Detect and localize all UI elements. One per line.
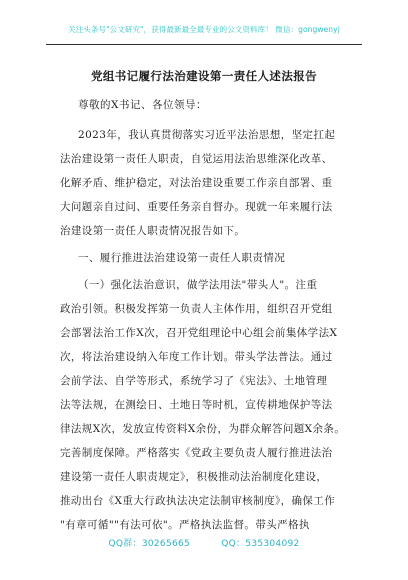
body-line: 法等法规，在测绘日、土地日等时机，宣传耕地保护等法	[60, 399, 333, 411]
salutation: 尊敬的X书记、各位领导：	[78, 99, 207, 111]
body-line: 推动出台《X重大行政执法决定法制审核制度》，确保工作	[60, 495, 336, 507]
footer-contacts	[0, 536, 408, 549]
body-line: 次，将法治建设纳入年度工作计划。带头学法普法。通过	[60, 351, 333, 363]
body-line: 治建设第一责任人职责情况报告如下。	[60, 225, 246, 237]
body-line: 会部署法治工作X次，召开党组理论中心组会前集体学法X	[60, 327, 338, 339]
header-banner: 关注头条号"公文研究"，获得最新最全最专业的公文资料库！ 微信：gongwenyj	[68, 25, 340, 34]
subsection-heading: （一）强化法治意识，做学法用法"带头人"。注重	[78, 279, 318, 291]
qq-group: QQ群：30265665	[108, 539, 191, 549]
header-divider	[46, 44, 362, 45]
body-line: "有章可循""有法可依"。严格执法监督。带头严格执	[60, 519, 310, 531]
body-line: 大问题亲自过问、重要任务亲自督办。现就一年来履行法	[60, 201, 333, 213]
body-line: 会前学法、自学等形式，系统学习了《宪法》、土地管理	[60, 375, 328, 387]
body-line: 化解矛盾、维护稳定，对法治建设重要工作亲自部署、重	[60, 177, 333, 189]
body-line: 法治建设第一责任人职责，自觉运用法治思维深化改革、	[60, 153, 333, 165]
body-line: 2023年，我认真贯彻落实习近平法治思想，坚定扛起	[78, 129, 336, 141]
body-line: 律法规X次，发放宣传资料X余份，为群众解答问题X余条。	[60, 423, 346, 435]
document-title: 党组书记履行法治建设第一责任人述法报告	[90, 69, 318, 83]
section-heading: 一、履行推进法治建设第一责任人职责情况	[78, 252, 286, 264]
body-line: 建设第一责任人职责规定》，积极推动法治制度化建设，	[60, 471, 328, 483]
body-line: 完善制度保障。严格落实《党政主要负责人履行推进法治	[60, 447, 333, 459]
body-line: 政治引领。积极发挥第一负责人主体作用，组织召开党组	[60, 303, 333, 315]
qq-number: QQ：535304092	[221, 539, 300, 549]
